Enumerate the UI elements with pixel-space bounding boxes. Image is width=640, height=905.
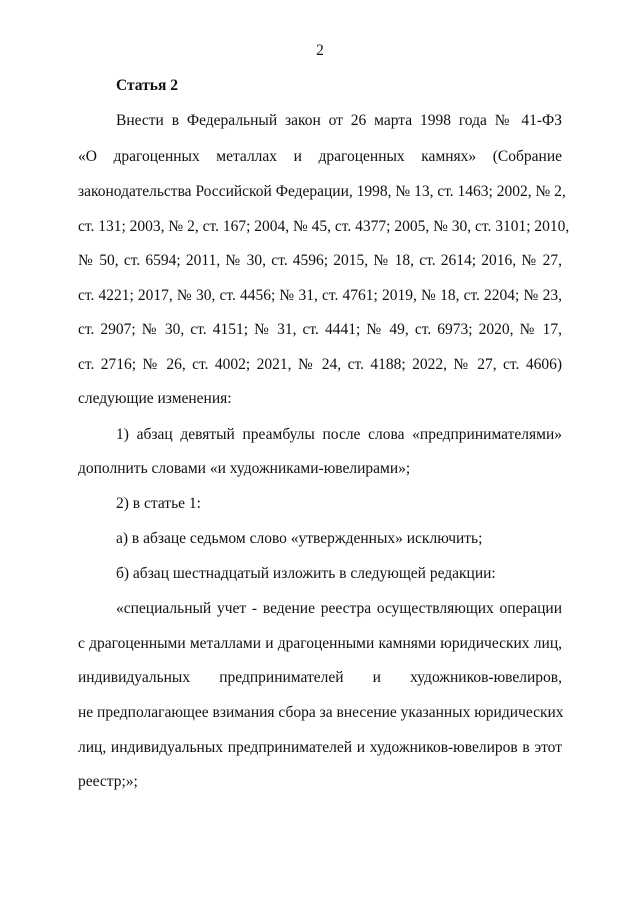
paragraph-line: Внести в Федеральный закон от 26 марта 1998 года № 41-ФЗ xyxy=(116,112,562,129)
article-heading: Статья 2 xyxy=(116,77,178,94)
paragraph-line: № 50, ст. 6594; 2011, № 30, ст. 4596; 2015, № 18, ст. 2614; 2016, № 27, xyxy=(78,252,562,269)
paragraph-line: «О драгоценных металлах и драгоценных камнях» (Собрание xyxy=(78,148,562,165)
paragraph-line: б) абзац шестнадцатый изложить в следующей редакции: xyxy=(116,565,496,582)
paragraph-line: 1) абзац девятый преамбулы после слова «предпринимателями» xyxy=(116,426,562,443)
paragraph-line: «специальный учет - ведение реестра осуществляющих операции xyxy=(116,600,562,617)
paragraph-line: лиц, индивидуальных предпринимателей и художников-ювелиров в этот xyxy=(78,739,562,756)
paragraph-line: ст. 2716; № 26, ст. 4002; 2021, № 24, ст. 4188; 2022, № 27, ст. 4606) xyxy=(78,356,562,373)
paragraph-line: ст. 2907; № 30, ст. 4151; № 31, ст. 4441; № 49, ст. 6973; 2020, № 17, xyxy=(78,321,562,338)
paragraph-line: 2) в статье 1: xyxy=(116,495,201,512)
paragraph-line: не предполагающее взимания сбора за внесение указанных юридических xyxy=(78,704,564,721)
page-number: 2 xyxy=(316,42,324,59)
paragraph-line: законодательства Российской Федерации, 1998, № 13, ст. 1463; 2002, № 2, xyxy=(78,183,566,200)
paragraph-line: следующие изменения: xyxy=(78,390,232,407)
paragraph-line: с драгоценными металлами и драгоценными камнями юридических лиц, xyxy=(78,635,562,652)
paragraph-line: а) в абзаце седьмом слово «утвержденных» исключить; xyxy=(116,530,483,547)
paragraph-line: индивидуальных предпринимателей и художников-ювелиров, xyxy=(78,669,562,686)
paragraph-line: ст. 131; 2003, № 2, ст. 167; 2004, № 45, ст. 4377; 2005, № 30, ст. 3101; 2010, xyxy=(78,218,570,235)
paragraph-line: реестр;»; xyxy=(78,773,138,790)
paragraph-line: дополнить словами «и художниками-ювелирами»; xyxy=(78,460,411,477)
paragraph-line: ст. 4221; 2017, № 30, ст. 4456; № 31, ст. 4761; 2019, № 18, ст. 2204; № 23, xyxy=(78,287,562,304)
